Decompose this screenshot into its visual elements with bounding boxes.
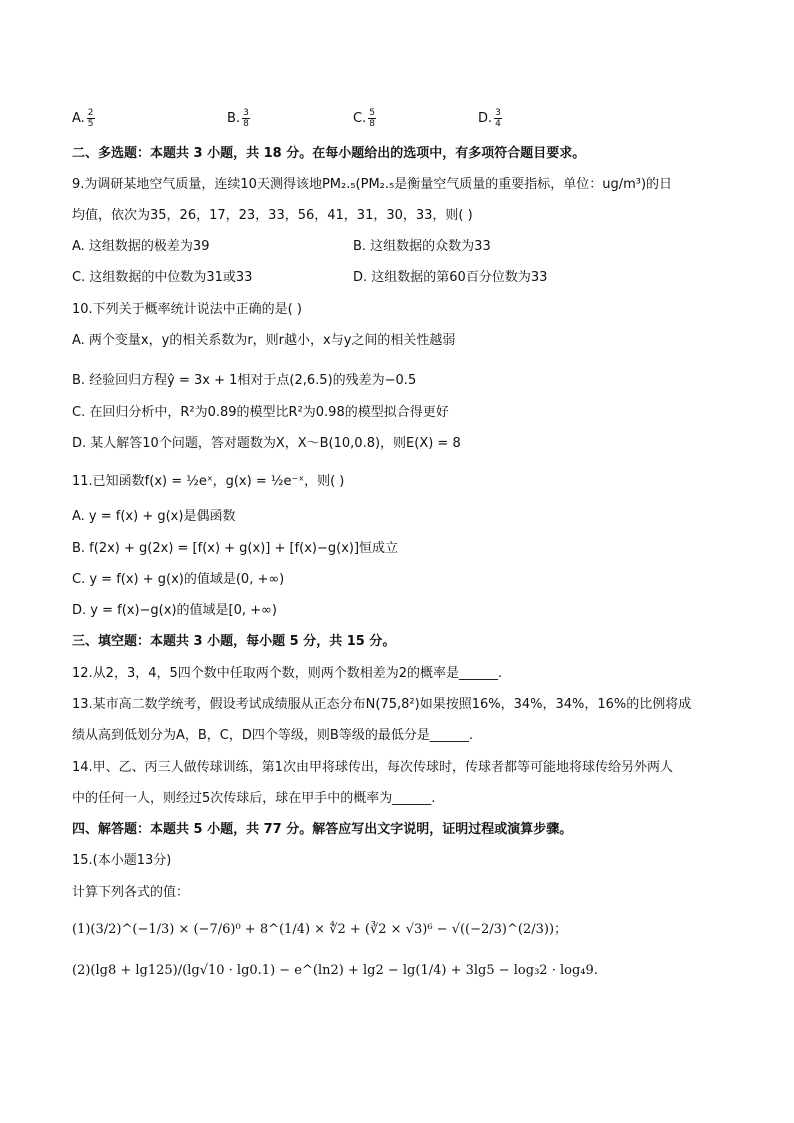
fraction [368, 108, 376, 129]
q15-part2: (2)(lg8 + lg125)/(lg√10 · lg0.1) − e^(ln2) + lg2 − lg(1/4) + 3lg5 − log₃2 · log₄9. [72, 963, 598, 978]
fraction [242, 108, 250, 129]
q10-option-c: C. 在回归分析中，R²为0.89的模型比R²为0.98的模型拟合得更好 [72, 405, 449, 420]
denominator: 8 [369, 119, 375, 129]
option-letter: D. [478, 111, 493, 126]
q9-stem-line2: 均值，依次为35，26，17，23，33，56，41，31，30，33，则( ) [72, 208, 473, 223]
denominator: 5 [87, 119, 94, 129]
q9-option-a: A. 这组数据的极差为39 [72, 239, 210, 254]
q13-line1: 13.某市高二数学统考，假设考试成绩服从正态分布N(75,8²)如果按照16%，34%，34%，16%的比例将成 [72, 697, 692, 712]
numerator: 3 [495, 108, 501, 118]
q15-title: 15.(本小题13分) [72, 853, 172, 868]
q10-option-a: A. 两个变量x，y的相关系数为r，则r越小，x与y之间的相关性越弱 [72, 333, 456, 348]
q9-option-c: C. 这组数据的中位数为31或33 [72, 270, 253, 285]
q9-option-d: D. 这组数据的第60百分位数为33 [353, 270, 548, 285]
numerator: 2 [87, 108, 94, 118]
q8-option-a [72, 108, 95, 129]
q15-part1: (1)(3/2)^(−1/3) × (−7/6)⁰ + 8^(1/4) × ∜2 + (∛2 × √3)⁶ − √((−2/3)^(2/3))； [72, 922, 568, 937]
q14-line1: 14.甲、乙、丙三人做传球训练，第1次由甲将球传出，每次传球时，传球者都等可能地将球传给另外两人 [72, 760, 673, 775]
q11-stem: 11.已知函数f(x) = ½eˣ，g(x) = ½e⁻ˣ，则( ) [72, 474, 345, 489]
fraction [494, 108, 502, 129]
q8-option-b [227, 108, 250, 129]
q11-option-c: C. y = f(x) + g(x)的值域是(0, +∞) [72, 572, 285, 587]
numerator: 5 [369, 108, 375, 118]
option-letter: C. [353, 111, 367, 126]
q9-stem-line1: 9.为调研某地空气质量，连续10天测得该地PM₂.₅(PM₂.₅是衡量空气质量的重要指标，单位：ug/m³)的日 [72, 177, 673, 192]
fraction [87, 108, 95, 129]
q13-line2: 绩从高到低划分为A，B，C，D四个等级，则B等级的最低分是______. [72, 728, 473, 743]
section2-header: 二、多选题：本题共 3 小题，共 18 分。在每小题给出的选项中，有多项符合题目要求。 [72, 146, 586, 161]
q10-option-b: B. 经验回归方程ŷ = 3x + 1相对于点(2,6.5)的残差为−0.5 [72, 373, 417, 388]
denominator: 4 [495, 119, 501, 129]
option-letter: A. [72, 111, 85, 126]
q10-option-d: D. 某人解答10个问题，答对题数为X，X～B(10,0.8)，则E(X) = 8 [72, 436, 461, 451]
option-letter: B. [227, 111, 241, 126]
q9-option-b: B. 这组数据的众数为33 [353, 239, 491, 254]
q11-option-b: B. f(2x) + g(2x) = [f(x) + g(x)] + [f(x)−g(x)]恒成立 [72, 541, 399, 556]
section4-header: 四、解答题：本题共 5 小题，共 77 分。解答应写出文字说明，证明过程或演算步骤。 [72, 822, 573, 837]
q15-intro: 计算下列各式的值： [72, 885, 190, 900]
q14-line2: 中的任何一人，则经过5次传球后，球在甲手中的概率为______. [72, 791, 436, 806]
q11-option-d: D. y = f(x)−g(x)的值域是[0, +∞) [72, 603, 277, 618]
q10-stem: 10.下列关于概率统计说法中正确的是( ) [72, 302, 302, 317]
q12: 12.从2，3，4，5四个数中任取两个数，则两个数相差为2的概率是______. [72, 666, 503, 681]
q8-option-d [478, 108, 502, 129]
q8-option-c [353, 108, 376, 129]
section3-header: 三、填空题：本题共 3 小题，每小题 5 分，共 15 分。 [72, 634, 396, 649]
q11-option-a: A. y = f(x) + g(x)是偶函数 [72, 509, 236, 524]
denominator: 8 [243, 119, 249, 129]
numerator: 3 [243, 108, 249, 118]
